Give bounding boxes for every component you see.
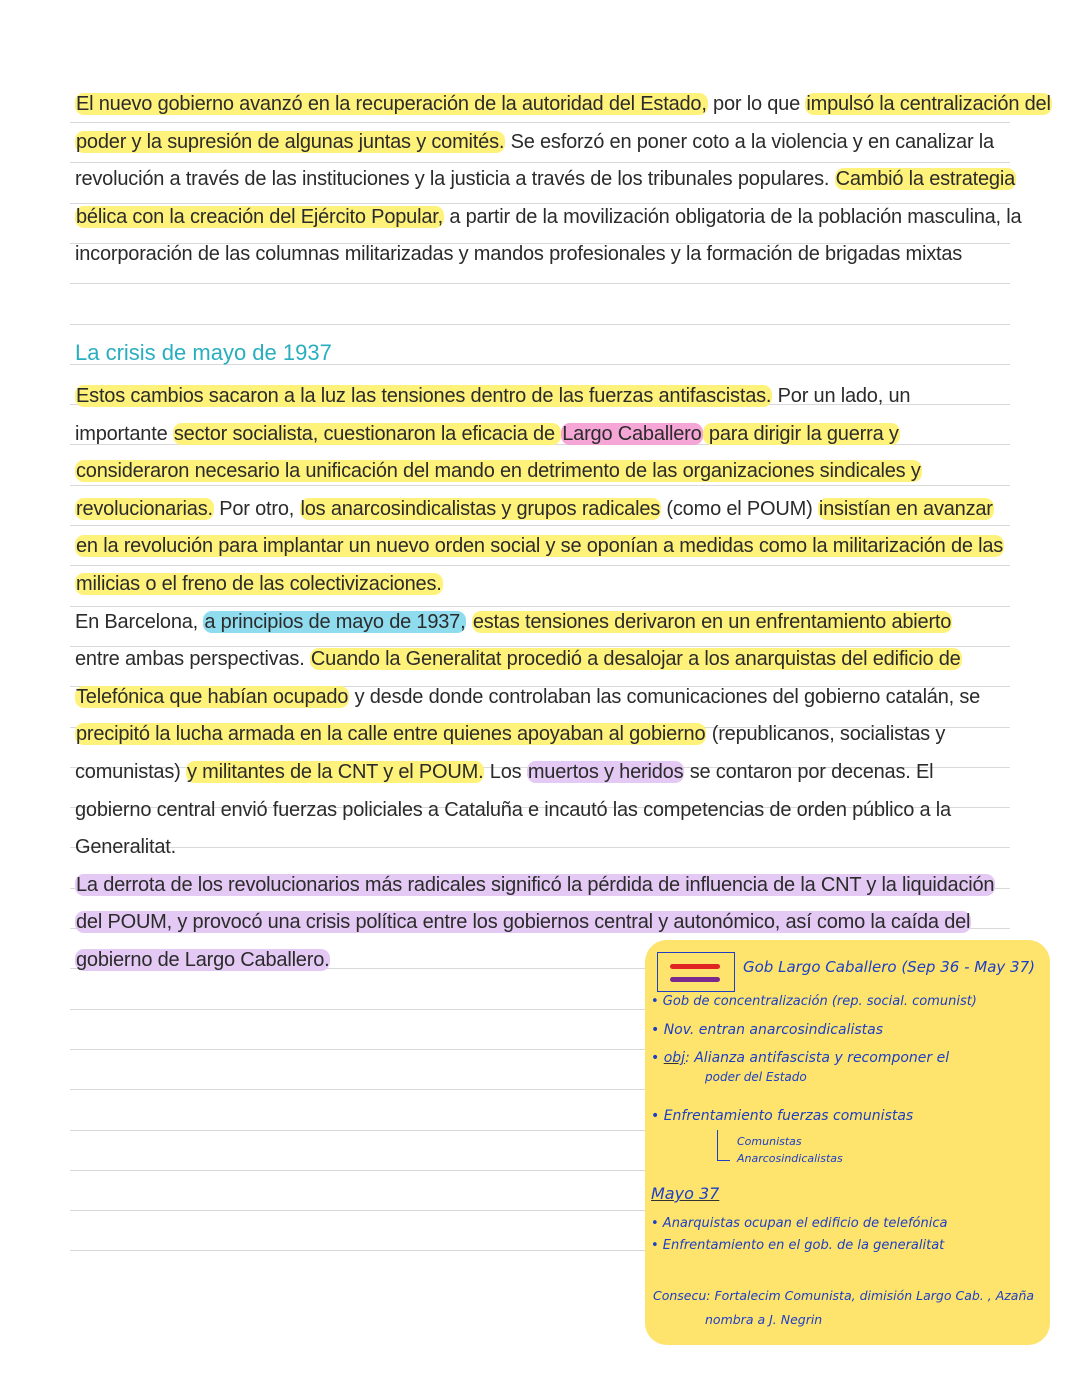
text-line	[75, 829, 1035, 867]
note-title: Gob Largo Caballero (Sep 36 - May 37)	[743, 958, 1035, 976]
highlighted-text: los anarcosindicalistas y grupos radicales	[300, 497, 661, 520]
text-run: importante	[75, 422, 173, 445]
highlighted-text: del POUM, y provocó una crisis política entre los gobiernos central y autonómico, así como la caída del	[76, 911, 971, 934]
sticky-note	[645, 940, 1050, 1345]
text-run: Los	[484, 760, 527, 783]
note-conseq: Consecu: Fortalecim Comunista, dimisión Largo Cab. , Azaña	[653, 1288, 1035, 1303]
text-run: gobierno central envió fuerzas policiales a Cataluña e incautó las competencias de orden público a la	[75, 798, 951, 821]
highlighted-text: impulsó la centralización del	[806, 93, 1051, 115]
text-run	[466, 611, 471, 633]
highlighted-text: Largo Caballero	[562, 422, 702, 445]
text-line	[75, 236, 1035, 274]
section-heading: La crisis de mayo de 1937	[75, 340, 332, 365]
highlighted-text: La derrota de los revolucionarios más radicales significó la pérdida de influencia de la CNT y la liquidación	[76, 873, 995, 896]
highlighted-text: sector socialista, cuestionaron la eficacia de	[173, 422, 561, 445]
section-body	[75, 378, 1035, 980]
text-run: Por otro,	[213, 497, 300, 520]
text-line	[75, 604, 1035, 642]
text-line	[75, 754, 1035, 792]
note-section-title: Mayo 37	[651, 1184, 720, 1203]
text-line	[75, 378, 1035, 416]
text-line	[75, 641, 1035, 679]
text-run: incorporación de las columnas militarizadas y mandos profesionales y la formación de brigadas mixtas	[75, 243, 963, 266]
text-run: se contaron por decenas. El	[684, 760, 934, 783]
ruled-line	[70, 283, 1010, 284]
text-line	[75, 566, 1035, 604]
highlighted-text: Cambió la estrategia	[835, 168, 1016, 191]
highlighted-text: en la revolución para implantar un nuevo orden social y se oponían a medidas como la militarización de las	[76, 535, 1004, 558]
highlighted-text: a principios de mayo de 1937,	[204, 610, 466, 633]
note-conseq-cont: nombra a J. Negrin	[705, 1312, 823, 1327]
highlighted-text: consideraron necesario la unificación del mando en detrimento de las organizaciones sindicales y	[76, 460, 921, 483]
note-bracket	[717, 1130, 730, 1161]
note-item-cont: poder del Estado	[705, 1070, 807, 1084]
highlighted-text: bélica con la creación del Ejército Popular,	[76, 205, 443, 228]
note-obj-text: : Alianza antifascista y recomponer el	[685, 1050, 950, 1066]
highlighted-text: Estos cambios sacaron a la luz las tensiones dentro de las fuerzas antifascistas.	[76, 385, 772, 407]
note-item: • Nov. entran anarcosindicalistas	[651, 1022, 884, 1038]
text-line	[75, 679, 1035, 717]
note-item: • obj: Alianza antifascista y recomponer el	[651, 1050, 950, 1066]
note-item: • Enfrentamiento en el gob. de la generalitat	[651, 1238, 945, 1253]
text-run: Por un lado, un	[772, 385, 911, 407]
text-line	[75, 716, 1035, 754]
note-obj-label: obj	[663, 1050, 686, 1066]
note-subitem: Comunistas	[737, 1135, 802, 1148]
highlighted-text: y militantes de la CNT y el POUM.	[186, 760, 484, 783]
intro-paragraph	[75, 86, 1051, 274]
text-line	[75, 904, 1035, 942]
text-line	[75, 867, 1035, 905]
text-run: (como el POUM)	[661, 497, 818, 520]
text-run: entre ambas perspectivas.	[75, 648, 310, 671]
text-line	[75, 161, 1035, 199]
highlighted-text: muertos y heridos	[527, 760, 684, 783]
text-run: En Barcelona,	[75, 610, 204, 633]
highlighted-text: insistían en avanzar	[818, 497, 993, 520]
highlighted-text: poder y la supresión de algunas juntas y comités.	[76, 130, 505, 153]
note-item: • Enfrentamiento fuerzas comunistas	[651, 1108, 914, 1124]
text-run: a partir de la movilización obligatoria de la población masculina, la	[443, 205, 1022, 228]
highlighted-text: milicias o el freno de las colectivizaciones.	[76, 572, 442, 595]
text-line	[75, 491, 1035, 529]
text-line	[75, 124, 1035, 162]
text-run: comunistas)	[75, 760, 186, 783]
text-run: y desde donde controlaban las comunicaciones del gobierno catalán, se	[349, 685, 981, 708]
text-run: Se esforzó en poner coto a la violencia y en canalizar la	[505, 130, 994, 153]
text-line	[75, 528, 1035, 566]
text-line	[75, 792, 1035, 830]
highlighted-text: gobierno de Largo Caballero.	[76, 948, 330, 971]
text-run: Generalitat.	[75, 836, 176, 859]
text-run: revolución a través de las instituciones y la justicia a través de los tribunales populares.	[75, 168, 835, 191]
highlighted-text: revolucionarias.	[76, 497, 213, 520]
highlighted-text: para dirigir la guerra y	[703, 422, 899, 445]
note-item: • Anarquistas ocupan el edificio de telefónica	[651, 1216, 948, 1231]
text-line	[75, 199, 1035, 237]
highlighted-text: Cuando la Generalitat procedió a desalojar a los anarquistas del edificio de	[310, 648, 961, 671]
highlighted-text: Telefónica que habían ocupado	[76, 685, 349, 708]
text-line	[75, 86, 1051, 124]
text-run: por lo que	[707, 93, 806, 115]
highlighted-text: El nuevo gobierno avanzó en la recuperación de la autoridad del Estado,	[76, 93, 707, 115]
text-line	[75, 416, 1035, 454]
text-line	[75, 453, 1035, 491]
text-run: (republicanos, socialistas y	[706, 723, 946, 746]
highlighted-text: estas tensiones derivaron en un enfrentamiento abierto	[472, 610, 952, 633]
note-item: • Gob de concentralización (rep. social. comunist)	[651, 994, 977, 1009]
note-subitem: Anarcosindicalistas	[737, 1152, 843, 1165]
highlighted-text: precipitó la lucha armada en la calle entre quienes apoyaban al gobierno	[76, 723, 706, 746]
ruled-line	[70, 324, 1010, 325]
republic-flag-icon	[657, 952, 735, 992]
